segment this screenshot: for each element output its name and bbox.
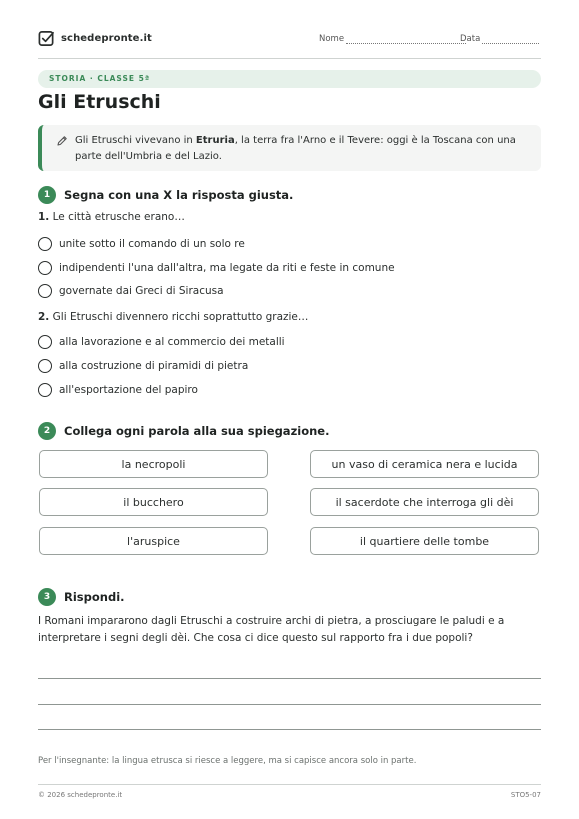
question-2 (38, 311, 308, 323)
name-label: Nome (319, 34, 345, 44)
answer-option[interactable] (38, 284, 224, 298)
question-text: Gli Etruschi divennero ricchi soprattutto grazie… (52, 311, 309, 323)
intro-text-end: , la terra fra l'Arno e il Tevere: oggi è la Toscana con una parte dell'Umbria e del Lazio. (75, 135, 516, 162)
radio-circle[interactable] (38, 284, 52, 298)
page-footer (38, 784, 541, 799)
logo (38, 30, 152, 47)
date-blank[interactable] (482, 34, 539, 44)
checkbox-icon (38, 30, 55, 47)
section-3-heading (38, 588, 125, 606)
option-label: indipendenti l'una dall'altra, ma legate da riti e feste in comune (59, 262, 395, 274)
section-1-heading (38, 186, 293, 204)
section-title: Rispondi. (64, 590, 125, 604)
site-name: schedepronte.it (61, 33, 152, 44)
match-word-box[interactable]: l'aruspice (39, 527, 268, 555)
radio-circle[interactable] (38, 237, 52, 251)
intro-box (38, 125, 541, 171)
date-label: Data (460, 34, 481, 44)
option-label: alla lavorazione e al commercio dei metalli (59, 336, 285, 348)
option-label: all'esportazione del papiro (59, 384, 198, 396)
match-definition-box[interactable]: il quartiere delle tombe (310, 527, 539, 555)
open-question-prompt: I Romani impararono dagli Etruschi a costruire archi di pietra, a prosciugare le paludi e a interpretare i segni degli dèi. Che cosa ci dice questo sul rapporto fra i due popoli? (38, 615, 505, 644)
radio-circle[interactable] (38, 335, 52, 349)
answer-option[interactable] (38, 359, 248, 373)
answer-line[interactable] (38, 729, 541, 730)
page-header (38, 28, 541, 59)
answer-option[interactable] (38, 335, 285, 349)
question-number: 2. (38, 311, 50, 323)
match-word-box[interactable]: il bucchero (39, 488, 268, 516)
match-definition-box[interactable]: un vaso di ceramica nera e lucida (310, 450, 539, 478)
section-number: 2 (38, 422, 56, 440)
match-word-box[interactable]: la necropoli (39, 450, 268, 478)
option-label: alla costruzione di piramidi di pietra (59, 360, 249, 372)
intro-text-bold: Etruria (195, 135, 235, 146)
copyright: © 2026 schedepronte.it (38, 791, 123, 799)
name-field[interactable] (319, 34, 466, 44)
section-2-heading (38, 422, 329, 440)
answer-line[interactable] (38, 704, 541, 705)
section-number: 1 (38, 186, 56, 204)
option-label: unite sotto il comando di un solo re (59, 238, 245, 250)
radio-circle[interactable] (38, 383, 52, 397)
intro-text-start: Gli Etruschi vivevano in (75, 135, 196, 146)
option-label: governate dai Greci di Siracusa (59, 285, 224, 297)
intro-text (75, 133, 529, 165)
teacher-note: Per l'insegnante: la lingua etrusca si riesce a leggere, ma si capisce ancora solo in parte. (38, 756, 417, 766)
answer-option[interactable] (38, 237, 245, 251)
question-1 (38, 211, 185, 223)
subject-tag (38, 70, 541, 88)
section-title: Collega ogni parola alla sua spiegazione. (64, 424, 330, 438)
answer-option[interactable] (38, 261, 395, 275)
name-blank[interactable] (346, 34, 466, 44)
question-number: 1. (38, 211, 50, 223)
page-title: Gli Etruschi (38, 91, 161, 113)
radio-circle[interactable] (38, 359, 52, 373)
worksheet-code: STO5-07 (510, 791, 541, 799)
radio-circle[interactable] (38, 261, 52, 275)
pencil-icon (56, 135, 68, 147)
section-number: 3 (38, 588, 56, 606)
answer-line[interactable] (38, 678, 541, 679)
subject-tag-label: STORIA · CLASSE 5ª (49, 74, 151, 83)
section-title: Segna con una X la risposta giusta. (64, 188, 294, 202)
match-definition-box[interactable]: il sacerdote che interroga gli dèi (310, 488, 539, 516)
answer-option[interactable] (38, 383, 198, 397)
date-field[interactable] (460, 34, 539, 44)
question-text: Le città etrusche erano… (52, 211, 185, 223)
